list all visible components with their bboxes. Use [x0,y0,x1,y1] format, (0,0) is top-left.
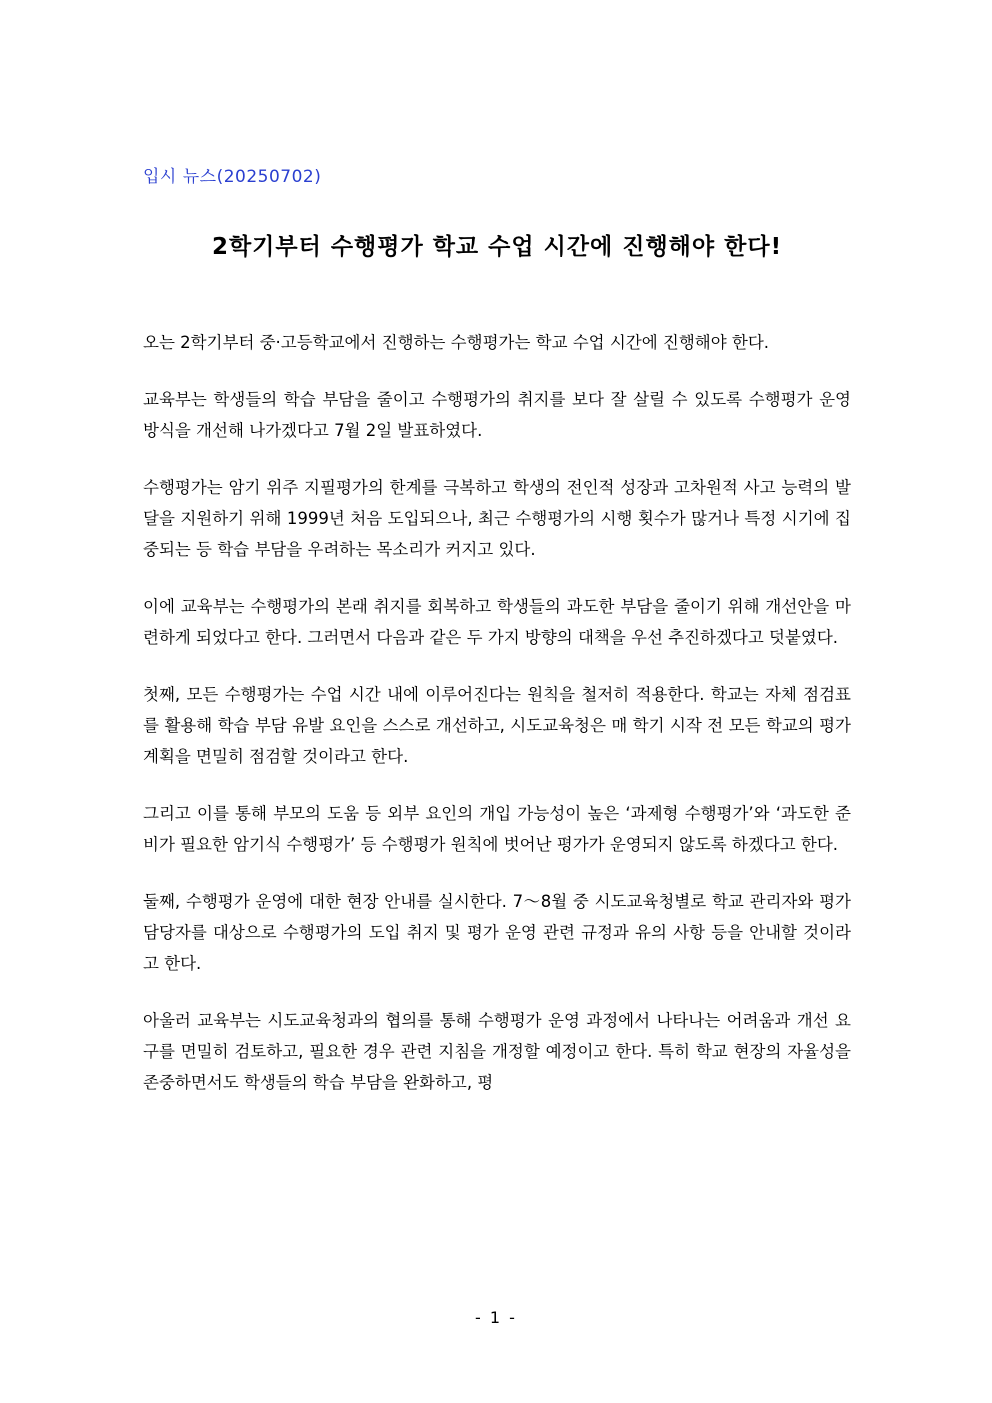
paragraph-7: 둘째, 수행평가 운영에 대한 현장 안내를 실시한다. 7～8월 중 시도교육청별로 학교 관리자와 평가 담당자를 대상으로 수행평가의 도입 취지 및 평가 운영 관련 규정과 유의 사항 등을 안내할 것이라고 한다. [143,892,851,973]
paragraph-5: 첫째, 모든 수행평가는 수업 시간 내에 이루어진다는 원칙을 철저히 적용한다. 학교는 자체 점검표를 활용해 학습 부담 유발 요인을 스스로 개선하고, 시도교육청은 매 학기 시작 전 모든 학교의 평가 계획을 면밀히 점검할 것이라고 한다. [143,685,851,766]
paragraph-8: 아울러 교육부는 시도교육청과의 협의를 통해 수행평가 운영 과정에서 나타나는 어려움과 개선 요구를 면밀히 검토하고, 필요한 경우 관련 지침을 개정할 예정이고 한다. 특히 학교 현장의 자율성을 존중하면서도 학생들의 학습 부담을 완화하고, 평 [143,1011,851,1092]
paragraph-6: 그리고 이를 통해 부모의 도움 등 외부 요인의 개입 가능성이 높은 ‘과제형 수행평가’와 ‘과도한 준비가 필요한 암기식 수행평가’ 등 수행평가 원칙에 벗어난 평가가 운영되지 않도록 하겠다고 한다. [143,804,851,854]
paragraph-4: 이에 교육부는 수행평가의 본래 취지를 회복하고 학생들의 과도한 부담을 줄이기 위해 개선안을 마련하게 되었다고 한다. 그러면서 다음과 같은 두 가지 방향의 대책을 우선 추진하겠다고 덧붙였다. [143,597,851,647]
paragraph-2: 교육부는 학생들의 학습 부담을 줄이고 수행평가의 취지를 보다 잘 살릴 수 있도록 수행평가 운영 방식을 개선해 나가겠다고 7월 2일 발표하였다. [143,390,851,440]
page-number: - 1 - [475,1308,517,1327]
news-category: 입시 뉴스(20250702) [143,167,322,187]
article-title: 2학기부터 수행평가 학교 수업 시간에 진행해야 한다! [211,234,783,260]
paragraph-3: 수행평가는 암기 위주 지필평가의 한계를 극복하고 학생의 전인적 성장과 고차원적 사고 능력의 발달을 지원하기 위해 1999년 처음 도입되으나, 최근 수행평가의 시행 횟수가 많거나 특정 시기에 집중되는 등 학습 부담을 우려하는 목소리가 커지고 있다. [143,478,851,559]
article-body [143,327,851,1124]
paragraph-1: 오는 2학기부터 중·고등학교에서 진행하는 수행평가는 학교 수업 시간에 진행해야 한다. [143,333,770,352]
